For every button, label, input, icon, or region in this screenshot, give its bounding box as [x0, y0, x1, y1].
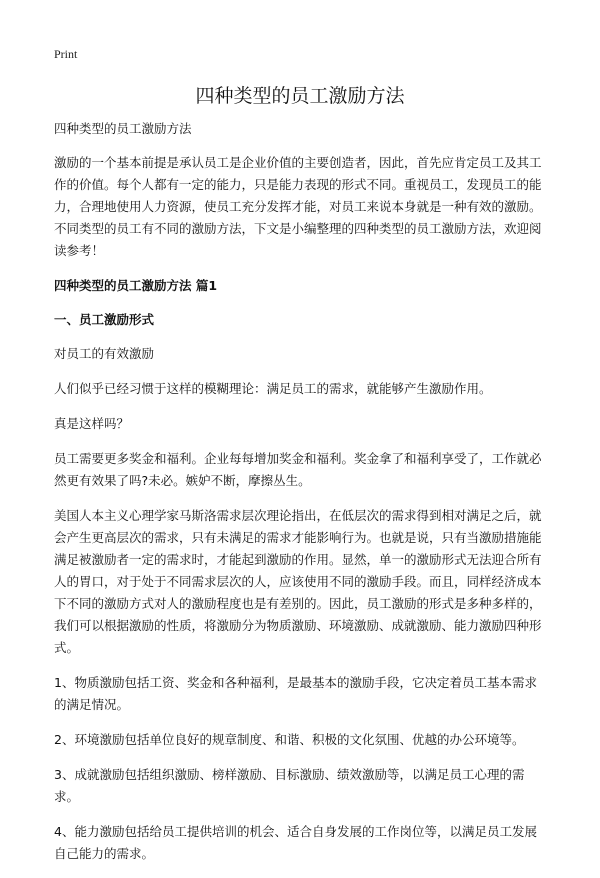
document-subtitle: 四种类型的员工激励方法	[54, 121, 192, 136]
list-item-material: 1、物质激励包括工资、奖金和各种福利，是最基本的激励手段，它决定着员工基本需求的满足情况。	[54, 675, 537, 712]
paragraph-maslow: 美国人本主义心理学家马斯洛需求层次理论指出，在低层次的需求得到相对满足之后，就会产生更高层次的需求，只有未满足的需求才能影响行为。也就是说，只有当激励措施能满足被激励者一定的需求时，才能起到激励的作用。显然，单一的激励形式无法迎合所有人的胃口，对于处于不同需求层次的人，应该使用不同的激励手段。而且，同样经济成本下不同的激励方式对人的激励程度也是有差别的。因此，员工激励的形式是多种多样的，我们可以根据激励的性质，将激励分为物质激励、环境激励、成就激励、能力激励四种形式。	[54, 508, 542, 655]
list-item-ability: 4、能力激励包括给员工提供培训的机会、适合自身发展的工作岗位等，以满足员工发展自己能力的需求。	[54, 824, 537, 861]
intro-paragraph: 激励的一个基本前提是承认员工是企业价值的主要创造者，因此，首先应肯定员工及其工作的价值。每个人都有一定的能力，只是能力表现的形式不同。重视员工，发现员工的能力，合理地使用人力资源，使员工充分发挥才能，对员工来说本身就是一种有效的激励。不同类型的员工有不同的激励方法，下文是小编整理的四种类型的员工激励方法，欢迎阅读参考！	[54, 155, 542, 258]
paragraph-bonus: 员工需要更多奖金和福利。企业每每增加奖金和福利。奖金拿了和福利享受了，工作就必然更有效果了吗?未必。嫉妒不断，摩擦丛生。	[54, 451, 542, 488]
paragraph-effective-incentive: 对员工的有效激励	[54, 346, 155, 361]
list-item-environment: 2、环境激励包括单位良好的规章制度、和谐、积极的文化氛围、优越的办公环境等。	[54, 732, 525, 747]
subsection-heading: 一、员工激励形式	[54, 312, 155, 327]
list-item-achievement: 3、成就激励包括组织激励、榜样激励、目标激励、绩效激励等，以满足员工心理的需求。	[54, 767, 525, 804]
paragraph-theory: 人们似乎已经习惯于这样的模糊理论：满足员工的需求，就能够产生激励作用。	[54, 381, 492, 396]
print-link[interactable]: Print	[54, 47, 78, 61]
document-body	[54, 118, 548, 878]
document-title: 四种类型的员工激励方法	[195, 85, 405, 107]
paragraph-question: 真是这样吗？	[54, 416, 130, 431]
section-heading: 四种类型的员工激励方法 篇1	[54, 278, 218, 293]
